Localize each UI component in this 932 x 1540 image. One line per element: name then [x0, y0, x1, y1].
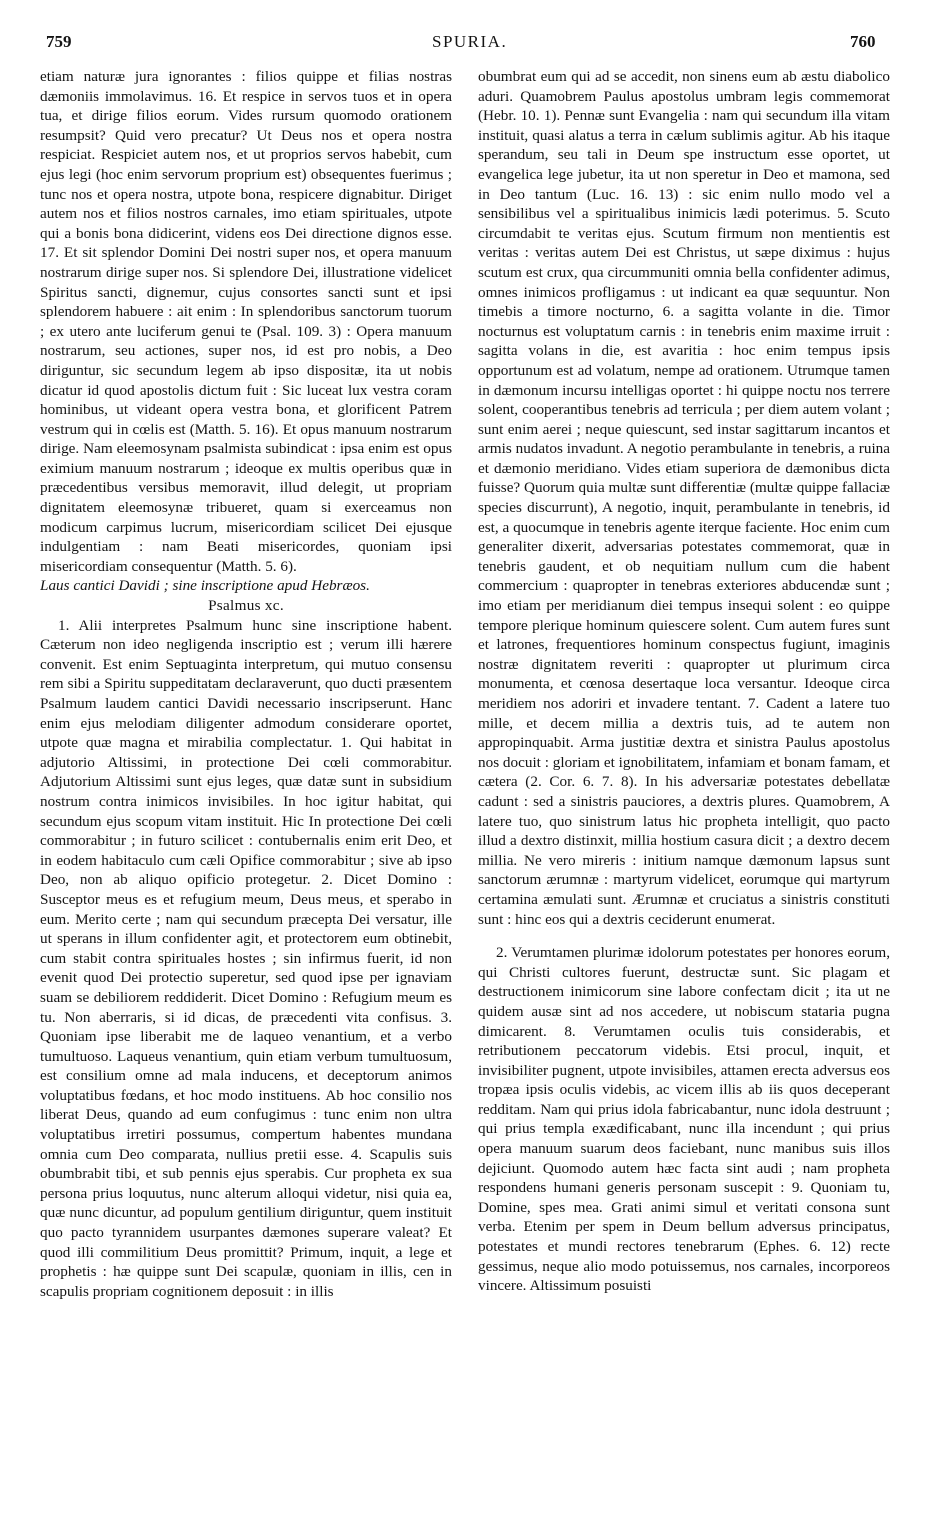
right-column	[478, 67, 890, 1507]
left-paragraph-continued: etiam naturæ jura ignorantes : filios quippe et filias nostras dæmoniis immolavimus. 16. Et respice in servos tuos et in opera tua, et dirige filios eorum. Vides rursum quomodo orationem resumpsit? Quid vero precatur? Ut Deus nos et opera nostra respiciat. Respiciet autem nos, et ut proprios servos habebit, cum ejus legi (hoc enim servorum proprium est) obsequentes fuerimus ; tunc nos et opera nostra, utpote bona, respicere dignabitur. Diriget autem nos et filios nostros carnales, imo etiam spirituales, utpote qui a bonis bona didicerint, videns eos Dei directione dignos esse. 17. Et sit splendor Domini Dei nostri super nos, et opera manuum nostrarum dirige super nos. Si splendore Dei, illustratione videlicet Spiritus sancti, dignemur, cujus consortes sancti sunt et ipsi splendorem habuere : ait enim : In splendoribus sanctorum tuorum ; ex utero ante luciferum genui te (Psal. 109. 3) : Opera manuum nostrarum, seu actiones, super nos, id est pro nobis, a Deo diriguntur, sic secundum legem ab ipso dispositæ, ita ut nobis dicatur id quod apostolis dictum fuit : Sic luceat lux vestra coram hominibus, ut videant opera vestra bona, et glorificent Patrem vestrum qui in cœlis est (Matth. 5. 16). Et opus manuum nostrarum dirige. Nam eleemosynam psalmista subindicat : ipsa enim est opus eximium manuum nostrarum ; ideoque ex multis operibus quæ in præcedentibus versibus memoravit, illud delegit, ut propriam dignitatem eleemosynæ tribueret, quam si exerceamus non modicum carpimus lucrum, misericordiam scilicet Dei ejusque indulgentiam : nam Beati misericordes, quoniam ipsi misericordiam consequentur (Matth. 5. 6).	[40, 68, 452, 575]
page-number-right: 760	[850, 32, 876, 51]
page-header	[0, 30, 932, 56]
left-column	[40, 67, 452, 1507]
right-paragraph-continued: obumbrat eum qui ad se accedit, non sinens eum ab æstu diabolico aduri. Quamobrem Paulus apostolus umbram legis commemorat (Hebr. 10. 1). Pennæ sunt Evangelia : nam qui secundum illa vitam instituit, quasi alatus a terra in cælum sublimis agitur. Ab his itaque sperandum, seu tali in Deum spe instructum esse oportet, ut evangelica lege jubetur, ita ut non speretur in Deo et mamona, sed in Deo tantum (Luc. 16. 13) : sic enim nullo modo vel a sensibilibus vel a spiritualibus inimicis lædi poterimus. 5. Scuto circumdabit te veritas ejus. Scutum firmum non mentientis est veritas : veritas autem Dei est Christus, ut sæpe diximus : hujus scutum est crux, qua circummuniti omnia bella confidenter adimus, omnes inimicos profligamus : ut indicant ea quæ sequuntur. Non timebis a timore nocturno, 6. a sagitta volante in die. Timor nocturnus est voluptatum carnis : in tenebris enim maxime irruit : sagitta volans in die, est avaritia : hoc enim tempus ipsis opportunum est ad volatum, nempe ad orationem. Utrumque tamen in dæmonum incursu intelligas oportet : hi quippe noctu nos terrere solent, cooperantibus tenebris ad terricula ; per diem autem volant ; sunt enim aerei ; neque quiescunt, sed instar sagittarum incantos et armis nudatos invadunt. A negotio perambulante in tenebris, a ruina et dæmonio meridiano. Vides etiam superiora de dæmonibus dicta fuisse? Quorum quia multæ sunt differentiæ (multæ quippe fallaciæ species discurrunt), A negotio, inquit, perambulante in tenebris, id est, a quocumque in tenebris agente iterque faciente. Hoc enim cum generaliter dixerit, adversarias potestates commemorat, quæ in tenebris gaudent, et ob nequitiam nullum cum die habent commercium : quapropter in tenebras exteriores abducendæ sunt ; imo etiam per meridianum diei tempus insequi solent : eo quippe tempore plerique hominum quiescere solent. Cum autem fures sunt et latrones, frequentiores hominum conspectus fugiunt, imaginis nostræ dignitatem reveriti : quapropter ut plurimum circa monumenta, et cœnosa desertaque loca versantur. Ideoque circa meridiem nos adoriri et invadere tentant. 7. Cadent a latere tuo mille, et decem millia a dextris tuis, ad te autem non appropinquabit. Arma justitiæ dextra et sinistra Paulus apostolus nos docuit : gloriam et ignobilitatem, infamiam et bonam famam, et cætera (2. Cor. 6. 7. 8). In his adversariæ potestates debellatæ cadunt : sed a sinistris pauciores, a dextris plures. Quamobrem, A latere tuo, quo sinistrum latus hic propheta intelligit, quo pacto illud a dextro distinxit, millia hostium casura dicit ; a dextro decem millia. Ne vero mireris : initium namque dæmonum lapsus sunt sanctorum ærumnæ : martyrum videlicet, eorumque qui martyrum certamina æmulati sunt. Ærumnæ et cruciatus a sinistris constituti sunt : hinc eos qui a dextris ceciderunt enumerat.	[478, 68, 890, 928]
right-paragraph-section-2: 2. Verumtamen plurimæ idolorum potestates per honores eorum, qui Christi cultores fuerunt, destructæ sunt. Sic plagam et destructionem inimicorum sine labore confectam dicit ; ita ut ne quidem ausæ sint ad nos accedere, ut nobiscum stataria pugna dimicarent. 8. Verumtamen oculis tuis considerabis, et retributionem peccatorum videbis. Etsi procul, inquit, et invisibiliter pugnent, utpote invisibiles, attamen erecta adversus eos tropæa ipsis oculis videbis, ac vicem illis ab iis quos deceperant redditam. Nam qui prius idola fabricabantur, nunc idola destruunt ; qui prius templa exædificabant, nunc illa incendunt ; qui prius opera manuum suarum deos faciebant, nunc manibus suis illos dejiciunt. Quomodo autem hæc facta sint audi ; nam propheta respondens humani generis personam suscepit : 9. Quoniam tu, Domine, spes mea. Grati animi simul et veritati consona sunt verba. Etenim per spem in Deum bellum adversus principatus, potestates et mundi rectores tenebrarum (Ephes. 6. 12) recte gessimus, neque alio modo potuissemus, nos carnales, incorporeos vincere. Altissimum posuisti	[478, 944, 890, 1295]
left-paragraph-commentary: 1. Alii interpretes Psalmum hunc sine inscriptione habent. Cæterum non ideo negligenda inscriptio est ; verum illi hærere convenit. Est enim Septuaginta interpretum, qui mutuo consensu rem sibi a Spiritu suppeditatam declaraverunt, quo ducti præsentem Psalmum laudem cantici Davidi necessario inscripserunt. Hanc enim ejus melodiam diligenter admodum considerare oportet, utpote quæ magna et mirabilia complectatur. 1. Qui habitat in adjutorio Altissimi, in protectione Dei cœli commorabitur. Adjutorium Altissimi sunt ejus leges, quæ datæ sunt in subsidium nostrum contra inimicos invisibiles. In hoc igitur habitat, qui secundum ejus scopum vitam instituit. Hic In protectione Dei cœli commorabitur ; in futuro scilicet : contubernalis enim erit Deo, et in eodem habitaculo cum cæli Opifice commorabitur ; sive ab ipso Deo, non ab aliquo opificio protegetur. 2. Dicet Domino : Susceptor meus es et refugium meum, Deus meus, et sperabo in eum. Merito certe ; nam qui secundum præcepta Dei versatur, ille ut sperans in illum confidenter agit, et protectorem eum obtinebit, cum stabit contra spirituales hostes ; sin infirmus fuerit, id non evenit quod Dei protectio superetur, sed quod ipse per ignaviam suam se debiliorem reddiderit. Dicet Domino : Refugium meum es tu. Non aberraris, si id dicas, de præcedenti vita confisus. 3. Quoniam ipse liberabit me de laqueo venantium, et a verbo tumultuoso. Laqueus venantium, quin etiam verbum tumultuosum, est consilium omne ad mala inducens, et deceptorum animos voluptatibus fœdans, et hoc modo instituens. Ab hoc consilio nos liberat Deus, quando ad eum confugimus : tunc enim non ultra voluptatibus irretiri possumus, compertum habentes mundana omnia cum Deo comparata, nullius pretii esse. 4. Scapulis suis obumbrabit tibi, et sub pennis ejus sperabis. Cur propheta ex sua persona prius loquutus, nunc alterum alloqui videtur, nisi quia ea, quæ nunc dicuntur, ad populum gentilium diriguntur, quem instituit quo pacto tyrannidem usurpantes dæmones superare valeat? Et quod illi commilitium Deus promittit? Primum, inquit, a lege et prophetis : hæ quippe sunt Dei scapulæ, quoniam in illis, cen in scapulis propriam cognitionem deposuit : in illis	[40, 616, 452, 1300]
psalm-heading: Psalmus xc.	[208, 597, 284, 615]
psalm-inscription: Laus cantici Davidi ; sine inscriptione apud Hebræos.	[40, 577, 370, 595]
page-number-left: 759	[46, 32, 72, 51]
running-title: SPURIA.	[432, 32, 508, 51]
